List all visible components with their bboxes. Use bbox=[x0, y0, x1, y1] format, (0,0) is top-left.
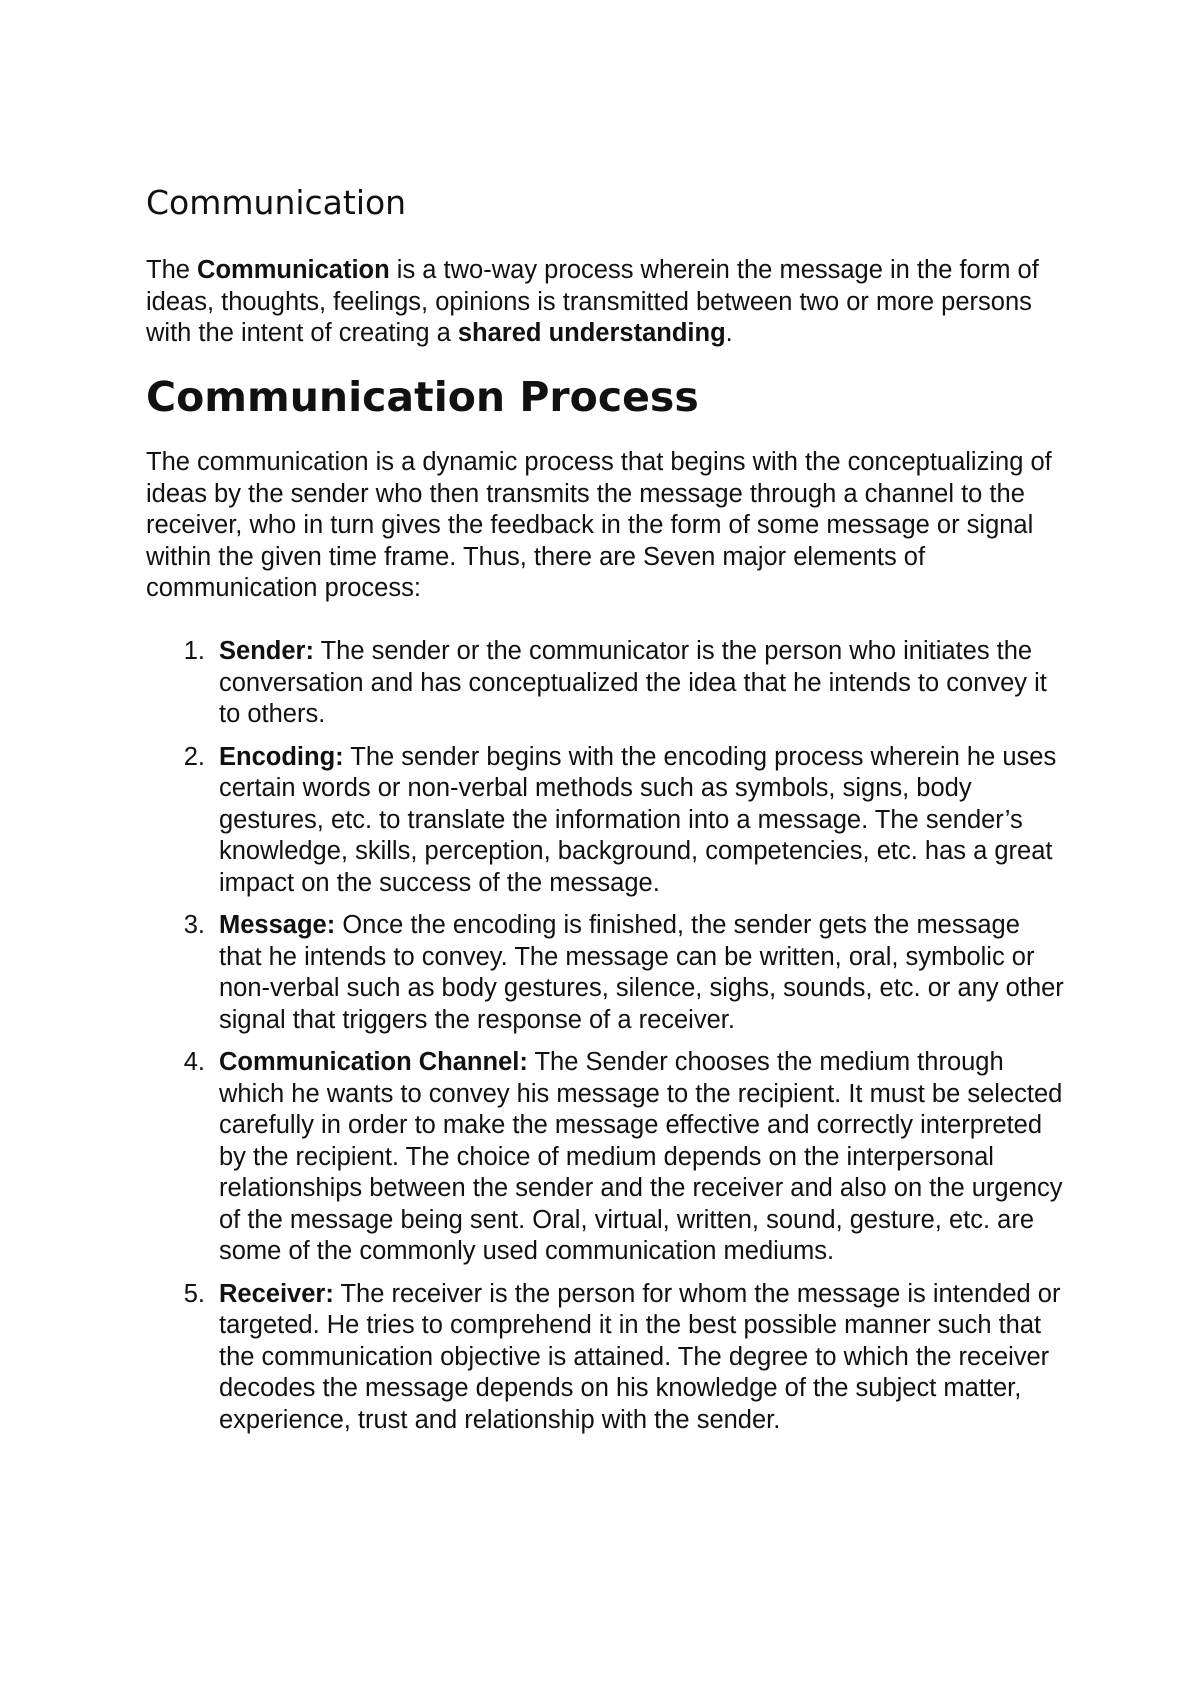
intro-text-1: The bbox=[146, 256, 198, 284]
elements-list bbox=[146, 636, 1066, 1447]
list-number: 2. bbox=[183, 742, 205, 771]
list-number: 1. bbox=[183, 637, 205, 665]
list-text: The receiver is the person for whom the message is intended or targeted. He tries to comprehend it in the best possible manner such that the communication objective is attained. The degree to which the receiver decodes the message depends on his knowledge of the subject matter, experience, trust and relationship with the sender. bbox=[219, 1279, 1061, 1434]
list-term: Receiver: bbox=[219, 1279, 334, 1308]
list-text: The sender begins with the encoding process wherein he uses certain words or non-verbal methods such as symbols, signs, body gestures, etc. to translate the information into a message. The sender’s knowledge, skills, perception, background, competencies, etc. has a great impact on the success of the message. bbox=[219, 742, 1057, 897]
list-item bbox=[146, 1047, 1066, 1268]
list-text: Once the encoding is finished, the sender gets the message that he intends to convey. The message can be written, oral, symbolic or non-verbal such as body gestures, silence, sighs, sounds, etc. or any other signal that triggers the response of a receiver. bbox=[219, 911, 1064, 1034]
list-text: The Sender chooses the medium through which he wants to convey his message to the recipient. It must be selected carefully in order to make the message effective and correctly interpreted by the recipient. The choice of medium depends on the interpersonal relationships between the sender and the receiver and also on the urgency of the message being sent. Oral, virtual, written, sound, gesture, etc. are some of the commonly used communication mediums. bbox=[219, 1048, 1063, 1265]
list-term: Sender: bbox=[219, 637, 314, 665]
list-item bbox=[146, 1279, 1066, 1437]
intro-text-2: is a two-way process wherein the message in the form of ideas, thoughts, feelings, opinions is transmitted between two or more persons with the intent of creating a bbox=[146, 256, 1039, 347]
intro-bold-shared-understanding: shared understanding bbox=[457, 319, 726, 347]
process-paragraph: The communication is a dynamic process that begins with the conceptualizing of ideas by the sender who then transmits the message through a channel to the receiver, who in turn gives the feedback in the form of some message or signal within the given time frame. Thus, there are Seven major elements of communication process: bbox=[146, 448, 1052, 602]
list-item bbox=[146, 910, 1066, 1036]
list-item bbox=[146, 742, 1066, 900]
list-term: Communication Channel: bbox=[219, 1048, 528, 1076]
list-term: Message: bbox=[219, 911, 336, 939]
section-heading: Communication Process bbox=[146, 373, 699, 421]
list-number: 5. bbox=[183, 1279, 205, 1308]
document-title: Communication bbox=[146, 183, 407, 222]
list-number: 4. bbox=[183, 1048, 205, 1076]
intro-bold-communication: Communication bbox=[197, 256, 390, 284]
list-term: Encoding: bbox=[219, 742, 344, 771]
list-number: 3. bbox=[183, 911, 205, 939]
intro-paragraph bbox=[146, 255, 1056, 350]
list-item bbox=[146, 636, 1066, 731]
list-text: The sender or the communicator is the person who initiates the conversation and has conceptualized the idea that he intends to convey it to others. bbox=[219, 637, 1047, 728]
intro-text-3: . bbox=[725, 319, 733, 347]
